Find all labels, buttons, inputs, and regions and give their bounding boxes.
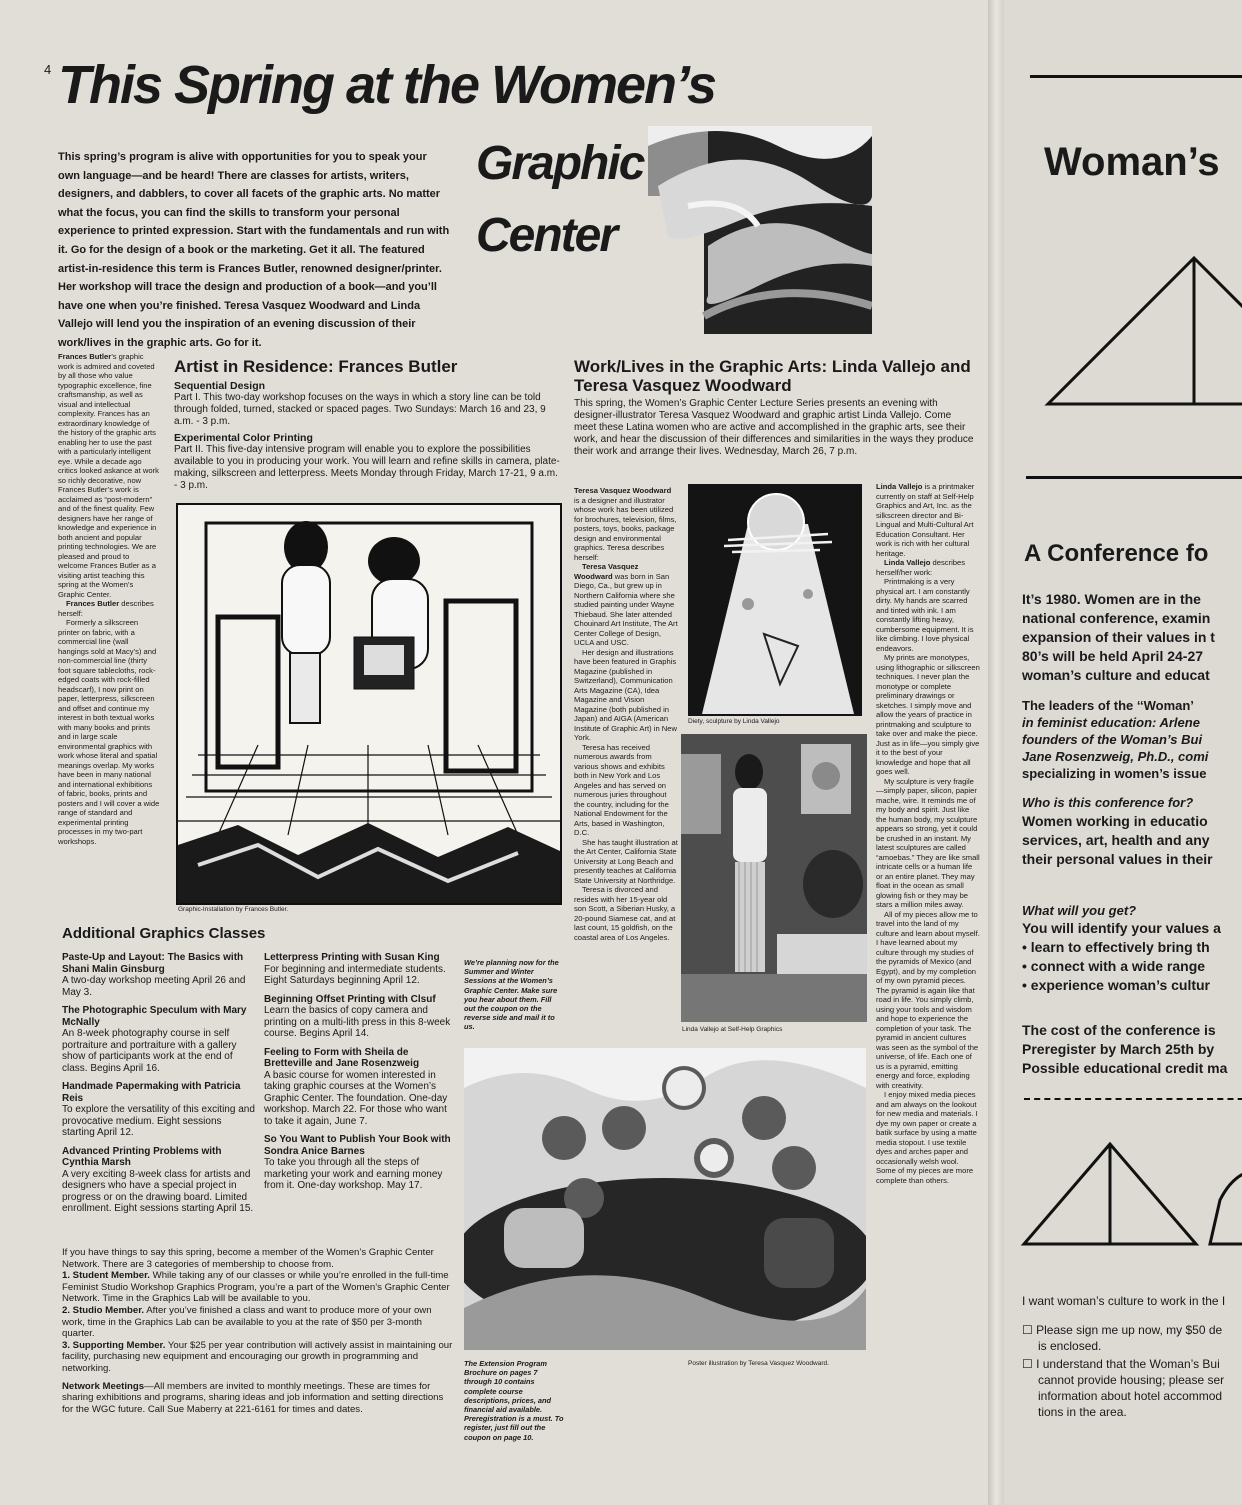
right-title: Woman’s [1044, 140, 1220, 184]
residence-part2-title: Experimental Color Printing [174, 432, 313, 444]
linda-vallejo-photo [681, 734, 867, 1022]
worklives-text: This spring, the Women’s Graphic Center Lecture Series presents an evening with designer-illustrator Teresa Vasquez Woodward and graphic artist Linda Vallejo. Come meet these Latina women who are active and accomplished in the graphic arts, see their work, and hear the discussion of their differences and similarities in the ways they produce their work and arrange their lives. Wednesday, March 26, 7 p.m. [574, 398, 974, 457]
residence-part1-title: Sequential Design [174, 380, 266, 392]
summer-note: We’re planning now for the Summer and Winter Sessions at the Women’s Graphic Center. Make sure you hear about them. Fill out the coupon on the reverse side and mail it to us. [464, 958, 559, 1032]
abstract-print-image [648, 126, 872, 334]
pyramid-graphic [1024, 250, 1242, 410]
checkbox-icon[interactable]: ☐ [1022, 1357, 1037, 1371]
residence-title: Artist in Residence: Frances Butler [174, 357, 458, 376]
headline: This Spring at the Women’s [58, 55, 716, 115]
member-student-title: 1. Student Member. [62, 1270, 150, 1282]
coupon-option-housing[interactable]: ☐ I understand that the Woman’s Bui cannot provide housing; please ser information about hotel accommod tions in the area. [1022, 1357, 1225, 1419]
member-studio-title: 2. Studio Member. [62, 1304, 145, 1316]
graphic-installation-image [176, 503, 562, 905]
rule-mid [1026, 476, 1242, 479]
classes-column-2 [264, 952, 454, 1199]
member-supporting-title: 3. Supporting Member. [62, 1339, 166, 1351]
sidebar-p3: Formerly a silkscreen printer on fabric, with a commercial line (wall hangings sold at Macy’s) and non-commercial line (thirty foot square tablecloths, rock-edged coats with rock-filled headscarf), I now print on paper, letterpress, silkscreen and offset and continue my interest in both textual works with many books and prints and in large scale environmental graphics with work whose literal and spatial meanings overlap. My works have been in many national and international exhibitions of fabric, books, prints and posters and I will cover a wide range of standard and experimental printing processes in my two-part workshops. [58, 618, 160, 846]
poster-illustration-image [464, 1048, 866, 1350]
linda-lead: Linda Vallejo [876, 482, 923, 491]
conference-leaders: The leaders of the ‘‘Woman’ in feminist education: Arlene founders of the Woman’s Bui Jane Rosenzweig, Ph.D., comi specializing in women’s issue [1022, 698, 1209, 781]
coupon-option-signup[interactable]: ☐ Please sign me up now, my $50 de is enclosed. [1022, 1323, 1223, 1353]
teresa-p1: is a designer and illustrator whose work has been utilized for brochures, television, films, posters, toys, books, package design and environmental graphics. Teresa describes herself: [574, 495, 677, 562]
residence-part2-text: Part II. This five-day intensive program will enable you to explore the possibilities available to you in producing your work. You will learn and refine skills in camera, plate-making, silkscreen and letterpress. Meets Monday through Friday, March 17-21, 9 a.m. - 3 p.m. [174, 444, 560, 491]
class-item: Advanced Printing Problems with Cynthia Marsh A very exciting 8-week class for artists and designers who have a special project in progress or on the drawing board. Limited enrollment. Eight sessions starting April 15. [62, 1145, 254, 1214]
linda-p5: My sculpture is very fragile—simply paper, silicon, papier mache, wire. It reminds me of my body and spirit. Just like the human body, my sculpture appears so strong, yet it could be crushed in an instant. My latest sculptures are called “amoebas.” They are like small intricate cells or a human life or an entire planet. They may float in the ocean as small glowing fish or they may be stars a million miles away. [876, 776, 980, 909]
classes-column-1 [62, 952, 256, 1222]
teresa-p5: She has taught illustration at the Art Center, California State University at Long Beach and presently teaches at California State University at Northridge. [574, 837, 678, 885]
class-item: Letterpress Printing with Susan King For beginning and intermediate students. Eight Saturdays beginning April 12. [264, 952, 446, 986]
right-page [1004, 0, 1242, 1505]
intro-paragraph: This spring’s program is alive with opportunities for you to speak your own language—and be heard! There are classes for artists, writers, designers, and dabblers, to cover all facets of the graphic arts. No matter what the focus, you can find the skills to transform your personal experience to printed expression. Start with the fundamentals and run with it. Go for the design of a book or the marketing. Get it all. The featured artist-in-residence this term is Frances Butler, renowned designer/printer. Her workshop will trace the design and production of a book—and you’ll have one when you’re finished. Teresa Vasquez Woodward and Linda Vallejo will lend you the inspiration of an evening discussion of their work/lives in the graphic arts. Go for it. [58, 151, 450, 349]
linda-p6: All of my pieces allow me to travel into the land of my culture and learn about myself. I have learned about my culture through my studies of the pyramids of Mexico (and Egypt), and by my completion of my own pyramid pieces. The pyramid is again like that road in life. You simply climb, using your tools and wisdom and hope to experience the completion of your task. The pyramid in ancient cultures was seen as the symbol of the universe, of life. Each one of us is a pyramid, emitting energy and force, exploding with creativity. [876, 909, 980, 1090]
linda-p3: Printmaking is a very physical art. I am constantly dirty. My hands are scarred and tinted with ink. I am constantly lifting heavy, cumbersome equipment. It is like climbing. I love physical endeavors. [876, 577, 974, 653]
conference-intro: It’s 1980. Women are in the national conference, examin expansion of their values in t 80’s will be held April 24-27 woman’s culture and educat [1022, 591, 1215, 683]
sidebar-p2: describes herself: [58, 599, 154, 618]
member-studio-text: After you’ve finished a class and want to produce more of your own work, time in the Graphics Lab can be available to you at the rate of $50 per 3-month quarter. [62, 1304, 432, 1340]
membership-section [62, 1247, 454, 1415]
who-question: Who is this conference for? [1022, 795, 1194, 810]
member-student-text: While taking any of our classes or while you’re enrolled in the full-time Feminist Studio Workshop Graphics Program, you’re a part of the Women’s Graphic Center Network. Time in the Graphics Lab will be available to you. [62, 1270, 450, 1305]
linda-p2: describes herself/her work: [876, 558, 966, 577]
sidebar-lead: Frances Butler [58, 352, 112, 361]
residence-part1-text: Part I. This two-day workshop focuses on the ways in which a story line can be told through folded, turned, stacked or spaced pages. Two Sundays: March 16 and 23, 9 a.m. - 3 p.m. [174, 392, 546, 427]
teresa-p3: Her design and illustrations have been featured in Graphis Magazine (published in Switzerland), Communication Arts Magazine (CA), Idea Magazine and Vision Magazine (both published in Japan) and AIGA (American Institute of Graphic Art) in New York. [574, 647, 677, 742]
member-supporting-text: Your $25 per year contribution will actively assist in maintaining our facility, purchasing new equipment and encouraging our growth in programming and networking. [62, 1339, 453, 1374]
teresa-p6: Teresa is divorced and resides with her 15-year old son Scott, a Siberian Husky, a 20-pound Siamese cat, and at last count, 15 goldfish, on the coastal area of Los Angeles. [574, 885, 676, 942]
network-meetings-text: —All members are invited to monthly meetings. These are times for sharing exhibitions and programs, sharing ideas and job information and setting directions for the WGC future. Call Sue Maberry at 221-6161 for times and dates. [62, 1380, 444, 1415]
headline-center: Center [476, 209, 617, 262]
worklives-section [574, 357, 974, 458]
class-item: Beginning Offset Printing with Clsuf Learn the basics of copy camera and printing on a multi-lith press in this 8-week course. Begins April 14. [264, 993, 451, 1039]
class-item: The Photographic Speculum with Mary McNally An 8-week photography course in self portraiture and portraiture with a gallery show of participants work at the end of class. Begins April 16. [62, 1005, 247, 1074]
who-answer: Women working in educatio services, art, health and any their personal values in their [1022, 813, 1213, 867]
linda-column [876, 482, 980, 1185]
teresa-p4: Teresa has received numerous awards from various shows and exhibits both in New York and Los Angeles and has served on numerous juries throughout the country, including for the National Endowment for the Arts, based in Washington, D.C. [574, 742, 669, 837]
artist-residence-section [174, 357, 562, 492]
teresa-p2: was born in San Diego, Ca., but grew up in Northern California where she studied painting under Wayne Thiebaud. She later attended Chouinard Art Institute, The Art Center College of Design, UCLA and USC. [574, 571, 678, 647]
linda-p4: My prints are monotypes, using lithographic or silkscreen techniques. I never plan the monotype or complete preliminary drawings or sketches. I simply move and allow the years of practice in printmaking and sculpture to take over and make the piece. Just as in life—you simply give it to the best of your knowledge and hope that all goes well. [876, 653, 980, 776]
class-item: So You Want to Publish Your Book with Sondra Anice Barnes To take you through all the steps of marketing your work and earning money from it. One-day workshop. May 17. [264, 1134, 451, 1191]
frances-butler-sidebar [58, 352, 160, 846]
linda-photo-caption: Linda Vallejo at Self-Help Graphics [682, 1026, 783, 1033]
headline-graphic: Graphic [476, 137, 644, 190]
class-item: Handmade Papermaking with Patricia Reis To explore the versatility of this exciting and provocative medium. Eight sessions starting April 12. [62, 1081, 255, 1138]
additional-classes-section [62, 924, 462, 943]
diety-sculpture-image [688, 484, 862, 716]
class-item: Feeling to Form with Sheila de Bretteville and Jane Rosenzweig A basic course for women interested in taking graphic courses at the Women’s Graphic Center. The foundation. One-day workshop. March 22. For those who want to take it again, June 7. [264, 1046, 448, 1127]
class-item: Paste-Up and Layout: The Basics with Shani Malin Ginsburg A two-day workshop meeting April 26 and May 3. [62, 952, 246, 998]
extension-note: The Extension Program Brochure on pages 7 through 10 contains complete course descriptions, prices, and financial aid available. Preregistration is a must. To register, just fill out the coupon on page 10. [464, 1359, 564, 1442]
sidebar-p1: ’s graphic work is admired and coveted by all those who value typographic excellence, fine craftsmanship, as well as visual and intellectual complexity. Frances has an extraordinary knowledge of the history of the graphic arts enabling her to use the past with a particularly intelligent eye. While a decade ago critics looked askance at work so richly decorative, now Frances Butler’s work is acclaimed as “post-modern” and of the finest quality. Few designers have her range of knowledge and experience in both ancient and popular printing technologies. We are pleased and proud to welcome Frances Butler as a visiting artist teaching this spring at the Women’s Graphic Center. [58, 352, 159, 599]
what-answer: You will identify your values a • learn to effectively bring th • connect with a wide range • experience woman’s cultur [1022, 920, 1221, 993]
cost-text: The cost of the conference is Preregister by March 25th by Possible educational credit ma [1022, 1022, 1228, 1076]
what-question: What will you get? [1022, 903, 1137, 918]
network-meetings-title: Network Meetings [62, 1380, 145, 1392]
teresa-lead2: Teresa Vasquez Woodward [574, 562, 639, 581]
linda-p7: I enjoy mixed media pieces and am always on the lookout for new media and materials. I dye my own paper or create a batik surface by using a matte media stopout. I use textile dyes and arches paper and occasionally welsh wool. Some of my pieces are more complete than others. [876, 1090, 978, 1185]
teresa-column [574, 486, 678, 942]
linda-lead2: Linda Vallejo [884, 558, 931, 567]
diety-caption: Diety, sculpture by Linda Vallejo [688, 718, 780, 725]
linda-p1: is a printmaker currently on staff at Self-Help Graphics and Art, Inc. as the silkscreen director and Bi-Lingual and Multi-Cultural Art Education Consultant. Her work is rich with her cultural heritage. [876, 482, 975, 558]
checkbox-icon[interactable]: ☐ [1022, 1323, 1037, 1337]
pyramids-graphic [1020, 1140, 1242, 1250]
membership-intro: If you have things to say this spring, become a member of the Women’s Graphic Center Network. There are 3 categories of membership to choose from. [62, 1247, 434, 1270]
coupon-want: I want woman’s culture to work in the I [1022, 1294, 1226, 1308]
conference-title: A Conference fo [1024, 540, 1209, 567]
additional-title: Additional Graphics Classes [62, 925, 266, 942]
sidebar-lead2: Frances Butler [66, 599, 120, 608]
poster-caption: Poster illustration by Teresa Vasquez Woodward. [688, 1360, 829, 1367]
residence-caption: Graphic-Installation by Frances Butler. [178, 906, 289, 913]
cut-line [1024, 1098, 1242, 1100]
page-number: 4 [44, 62, 52, 77]
worklives-title: Work/Lives in the Graphic Arts: Linda Vallejo and Teresa Vasquez Woodward [574, 357, 971, 395]
rule-top [1030, 75, 1242, 78]
teresa-lead: Teresa Vasquez Woodward [574, 486, 672, 495]
